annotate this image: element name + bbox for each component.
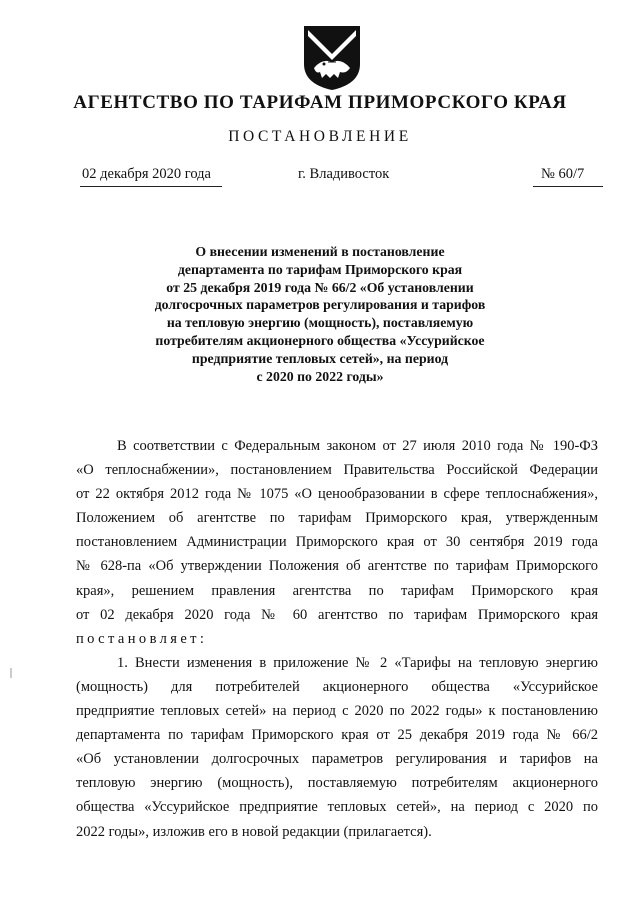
body-line: 1. Внести изменения в приложение № 2 «Тарифы на тепловую энергию: [117, 654, 598, 671]
date-underline: [80, 186, 222, 187]
body-line: (мощность) для потребителей акционерного общества «Уссурийское: [76, 678, 598, 695]
document-title: [120, 243, 520, 385]
body-line: Положением об агентстве по тарифам Приморского края, утвержденным: [76, 510, 598, 527]
agency-name: АГЕНТСТВО ПО ТАРИФАМ ПРИМОРСКОГО КРАЯ: [73, 92, 567, 113]
body-line: от 02 декабря 2020 года № 60 агентство по тарифам Приморского края: [76, 606, 598, 623]
document-number: № 60/7: [541, 166, 585, 182]
primorsky-krai-coat-of-arms-icon: [302, 24, 362, 92]
document-date: 02 декабря 2020 года: [82, 166, 211, 182]
body-line: тепловую энергию (мощность), поставляемую потребителям акционерного: [76, 775, 598, 792]
body-line: «О теплоснабжении», постановлением Правительства Российской Федерации: [76, 462, 598, 479]
body-line: края», решением правления агентства по тарифам Приморского края: [76, 582, 598, 599]
document-city: г. Владивосток: [298, 166, 390, 182]
title-line: потребителям акционерного общества «Уссурийское: [155, 332, 485, 348]
body-line: общества «Уссурийское предприятие тепловых сетей», на период с 2020 по: [76, 799, 598, 816]
body-line: от 22 октября 2012 года № 1075 «О ценообразовании в сфере теплоснабжения»,: [76, 486, 598, 503]
body-line: 2022 годы», изложив его в новой редакции (прилагается).: [76, 823, 432, 840]
body-line: департамента по тарифам Приморского края от 25 декабря 2019 года № 66/2: [76, 727, 598, 744]
body-line: «Об установлении долгосрочных параметров регулирования и тарифов на: [76, 751, 598, 768]
document-body: [76, 434, 598, 844]
scan-margin-mark: [10, 668, 12, 678]
resolves-word: постановляет:: [76, 630, 208, 647]
title-line: долгосрочных параметров регулирования и тарифов: [154, 297, 486, 313]
title-line: предприятие тепловых сетей», на период: [191, 350, 449, 366]
title-line: на тепловую энергию (мощность), поставляемую: [166, 315, 474, 331]
title-line: от 25 декабря 2019 года № 66/2 «Об установлении: [166, 279, 474, 295]
body-line: В соответствии с Федеральным законом от 27 июля 2010 года № 190-ФЗ: [117, 438, 598, 454]
document-type: ПОСТАНОВЛЕНИЕ: [228, 128, 412, 145]
title-line: с 2020 по 2022 годы»: [256, 368, 384, 384]
number-underline: [533, 186, 603, 187]
body-line: предприятие тепловых сетей» на период с 2020 по 2022 годы» к постановлению: [76, 703, 598, 720]
title-line: департамента по тарифам Приморского края: [177, 261, 463, 277]
body-line: постановлением Администрации Приморского края от 30 сентября 2019 года: [76, 534, 598, 551]
body-line: № 628-па «Об утверждении Положения об агентстве по тарифам Приморского: [76, 558, 598, 575]
title-line: О внесении изменений в постановление: [195, 244, 445, 259]
